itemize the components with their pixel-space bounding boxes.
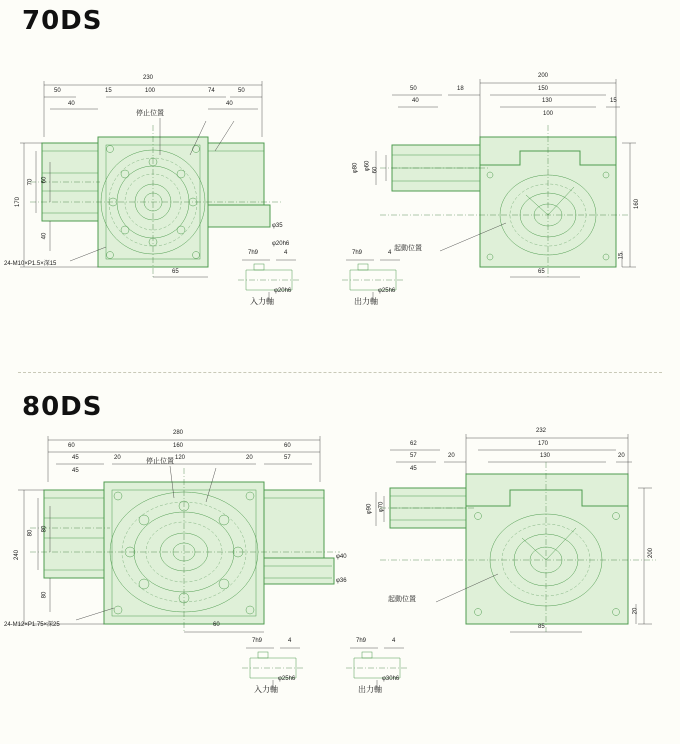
dim-45: 45 xyxy=(410,466,417,472)
dim-65: 65 xyxy=(538,269,545,275)
dim-160: 160 xyxy=(634,198,641,210)
dim-40-b: 40 xyxy=(226,101,233,107)
shaft-caption: 出力軸 xyxy=(354,297,378,306)
shaft-caption: 入力軸 xyxy=(254,685,278,694)
dim-160: 160 xyxy=(173,443,184,449)
shaft-caption: 入力軸 xyxy=(250,297,274,306)
shaft-spec: φ30h6 xyxy=(382,676,400,682)
dim-45-b: 45 xyxy=(72,468,79,474)
dim-60-c: 60 xyxy=(213,622,220,628)
shaft-caption: 出力軸 xyxy=(358,685,382,694)
keyway-7h9: 7h9 xyxy=(252,638,263,644)
dim-57: 57 xyxy=(410,453,417,459)
note-phi90: φ90 xyxy=(366,503,373,515)
dim-15-a: 15 xyxy=(610,98,617,104)
dim-240: 240 xyxy=(14,549,21,561)
dim-85: 85 xyxy=(538,624,545,630)
70ds-top-view-svg xyxy=(10,55,320,240)
dim-40: 40 xyxy=(412,98,419,104)
note-tap-spec: 24-M12×P1.75×深25 xyxy=(4,622,60,628)
80ds-top-view xyxy=(4,430,347,632)
note-phi36: φ36 xyxy=(336,578,347,584)
keyway-7h9: 7h9 xyxy=(248,250,259,256)
dim-74: 74 xyxy=(208,88,215,94)
70ds-input-shaft xyxy=(236,248,308,308)
dim-60-b: 60 xyxy=(284,443,291,449)
dim-130: 130 xyxy=(540,453,551,459)
dim-170: 170 xyxy=(15,196,22,208)
keyway-depth: 4 xyxy=(284,250,288,256)
keyway-depth: 4 xyxy=(388,250,392,256)
section-title-80ds: 80DS xyxy=(22,392,103,422)
80ds-side-view xyxy=(366,428,670,632)
dim-40-c: 40 xyxy=(41,232,48,240)
70ds-output-shaft xyxy=(340,248,412,308)
dim-200: 200 xyxy=(648,547,655,559)
shaft-spec: φ25h6 xyxy=(278,676,296,682)
dim-15-b: 15 xyxy=(618,252,625,260)
dim-80-b: 80 xyxy=(41,525,48,533)
dim-18: 18 xyxy=(457,86,464,92)
note-phi60: φ60 xyxy=(364,160,371,172)
dim-15: 15 xyxy=(105,88,112,94)
note-phi70: φ70 xyxy=(378,501,385,513)
dim-130: 130 xyxy=(542,98,553,104)
note-start-position: 起動位置 xyxy=(394,244,422,252)
dim-60: 60 xyxy=(41,176,48,184)
dim-200: 200 xyxy=(538,73,549,79)
dim-57: 57 xyxy=(284,455,291,461)
dim-20-b: 20 xyxy=(618,453,625,459)
dim-20-a: 20 xyxy=(114,455,121,461)
note-phi80: φ80 xyxy=(352,162,359,174)
dim-20-c: 20 xyxy=(632,607,639,615)
dim-280: 280 xyxy=(173,430,184,436)
keyway-depth: 4 xyxy=(392,638,396,644)
80ds-output-shaft xyxy=(344,636,416,696)
dim-20-b: 20 xyxy=(246,455,253,461)
dim-170: 170 xyxy=(538,441,549,447)
dim-20-a: 20 xyxy=(448,453,455,459)
dim-50: 50 xyxy=(410,86,417,92)
dim-60-a: 60 xyxy=(68,443,75,449)
note-phi35: φ35 xyxy=(272,223,283,229)
keyway-depth: 4 xyxy=(288,638,292,644)
dim-62: 62 xyxy=(410,441,417,447)
dim-70: 70 xyxy=(27,178,34,186)
dim-80-c: 80 xyxy=(41,591,48,599)
note-stop-position: 停止位置 xyxy=(136,109,164,117)
80ds-top-view-svg xyxy=(10,432,340,632)
80ds-input-shaft xyxy=(240,636,312,696)
keyway-7h9: 7h9 xyxy=(352,250,363,256)
dim-120: 120 xyxy=(175,455,186,461)
section-divider xyxy=(18,372,662,373)
dim-40-a: 40 xyxy=(68,101,75,107)
note-phi20h6: φ20h6 xyxy=(272,241,290,247)
dim-65: 65 xyxy=(172,269,179,275)
dim-100: 100 xyxy=(145,88,156,94)
70ds-side-view-svg xyxy=(330,55,660,240)
dim-100: 100 xyxy=(543,111,554,117)
shaft-spec: φ25h6 xyxy=(378,288,396,294)
dim-45-a: 45 xyxy=(72,455,79,461)
section-title-70ds: 70DS xyxy=(22,6,103,36)
shaft-spec: φ20h6 xyxy=(274,288,292,294)
dim-230: 230 xyxy=(143,75,154,81)
note-phi40: φ40 xyxy=(336,554,347,560)
note-tap-spec: 24-M10×P1.5×深15 xyxy=(4,261,57,267)
dim-50-b: 50 xyxy=(238,88,245,94)
dim-80-a: 80 xyxy=(27,529,34,537)
keyway-7h9: 7h9 xyxy=(356,638,367,644)
dim-150: 150 xyxy=(538,86,549,92)
note-start-position: 起動位置 xyxy=(388,595,416,603)
dim-60: 60 xyxy=(372,166,379,174)
note-stop-position: 停止位置 xyxy=(146,457,174,465)
dim-50-a: 50 xyxy=(54,88,61,94)
dim-232: 232 xyxy=(536,428,547,434)
